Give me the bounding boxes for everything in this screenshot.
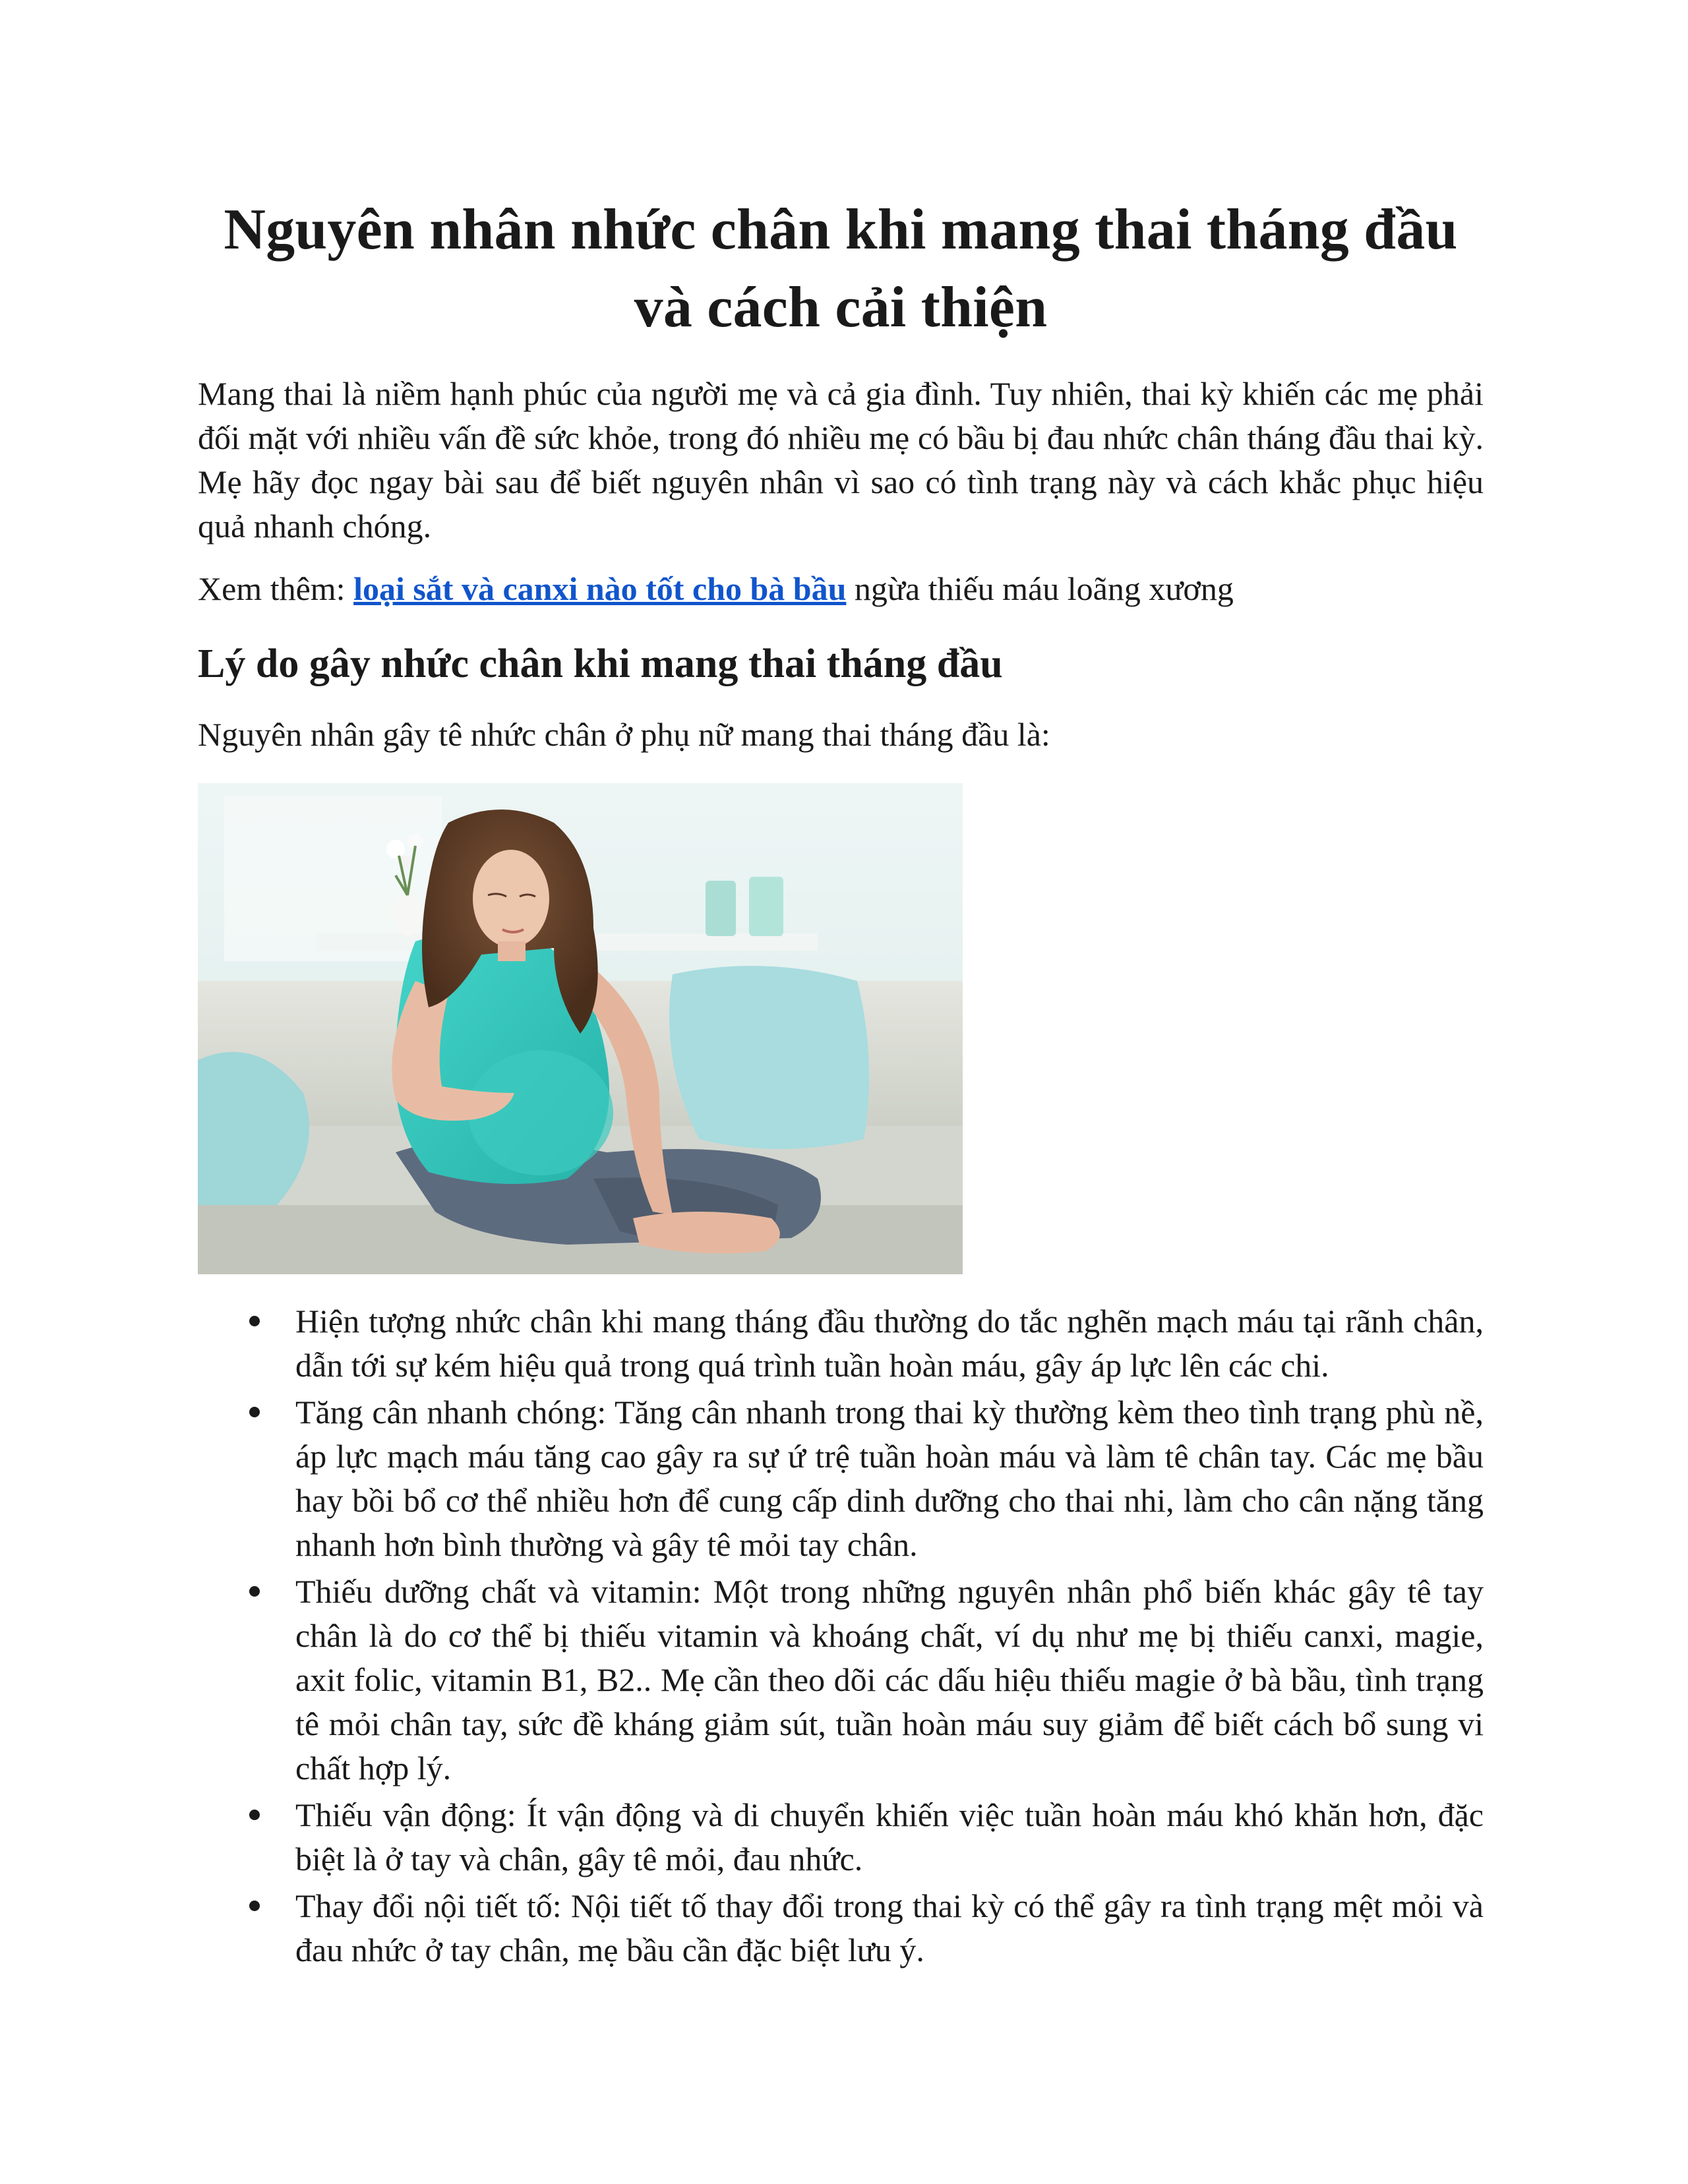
bullet-icon bbox=[249, 1810, 260, 1820]
cause-text: Hiện tượng nhức chân khi mang tháng đầu thường do tắc nghẽn mạch máu tại rãnh chân, dẫn tới sự kém hiệu quả trong quá trình tuần hoàn máu, gây áp lực lên các chi. bbox=[295, 1303, 1484, 1384]
causes-list bbox=[198, 1299, 1484, 1972]
page-title bbox=[198, 191, 1484, 347]
section-heading: Lý do gây nhức chân khi mang thai tháng đầu bbox=[198, 641, 1003, 686]
bullet-icon bbox=[249, 1407, 260, 1417]
title-line-1: Nguyên nhân nhức chân khi mang thai tháng đầu bbox=[224, 198, 1458, 262]
list-item bbox=[198, 1299, 1484, 1388]
list-item bbox=[198, 1793, 1484, 1881]
list-item bbox=[198, 1390, 1484, 1567]
title-line-2: và cách cải thiện bbox=[634, 276, 1048, 339]
document-page bbox=[198, 191, 1484, 1975]
list-item bbox=[198, 1884, 1484, 1972]
section-intro: Nguyên nhân gây tê nhức chân ở phụ nữ mang thai tháng đầu là: bbox=[198, 716, 1050, 753]
bullet-icon bbox=[249, 1901, 260, 1911]
cause-text: Tăng cân nhanh chóng: Tăng cân nhanh trong thai kỳ thường kèm theo tình trạng phù nề, áp lực mạch máu tăng cao gây ra sự ứ trệ tuần hoàn máu và làm tê chân tay. Các mẹ bầu hay bồi bổ cơ thể nhiều hơn để cung cấp dinh dưỡng cho thai nhi, làm cho cân nặng tăng nhanh hơn bình thường và gây tê mỏi tay chân. bbox=[295, 1394, 1484, 1563]
cause-text: Thay đổi nội tiết tố: Nội tiết tố thay đổi trong thai kỳ có thể gây ra tình trạng mệt mỏi và đau nhức ở tay chân, mẹ bầu cần đặc biệt lưu ý. bbox=[295, 1887, 1484, 1968]
pregnant-woman-photo bbox=[198, 783, 963, 1274]
see-also-line bbox=[198, 567, 1484, 611]
intro-paragraph: Mang thai là niềm hạnh phúc của người mẹ và cả gia đình. Tuy nhiên, thai kỳ khiến các mẹ phải đối mặt với nhiều vấn đề sức khỏe, trong đó nhiều mẹ có bầu bị đau nhức chân tháng đầu thai kỳ. Mẹ hãy đọc ngay bài sau để biết nguyên nhân vì sao có tình trạng này và cách khắc phục hiệu quả nhanh chóng. bbox=[198, 375, 1484, 545]
list-item bbox=[198, 1570, 1484, 1790]
see-also-suffix: ngừa thiếu máu loãng xương bbox=[846, 570, 1234, 607]
cause-text: Thiếu dưỡng chất và vitamin: Một trong những nguyên nhân phổ biến khác gây tê tay chân là do cơ thể bị thiếu vitamin và khoáng chất, ví dụ như mẹ bị thiếu canxi, magie, axit folic, vitamin B1, B2.. Mẹ cần theo dõi các dấu hiệu thiếu magie ở bà bầu, tình trạng tê mỏi chân tay, sức đề kháng giảm sút, tuần hoàn máu suy giảm để biết cách bổ sung vi chất hợp lý. bbox=[295, 1573, 1484, 1786]
bullet-icon bbox=[249, 1586, 260, 1597]
bullet-icon bbox=[249, 1316, 260, 1326]
see-also-link[interactable]: loại sắt và canxi nào tốt cho bà bầu bbox=[353, 570, 847, 607]
cause-text: Thiếu vận động: Ít vận động và di chuyển khiến việc tuần hoàn máu khó khăn hơn, đặc biệt là ở tay và chân, gây tê mỏi, đau nhức. bbox=[295, 1796, 1484, 1877]
see-also-prefix: Xem thêm: bbox=[198, 570, 354, 607]
